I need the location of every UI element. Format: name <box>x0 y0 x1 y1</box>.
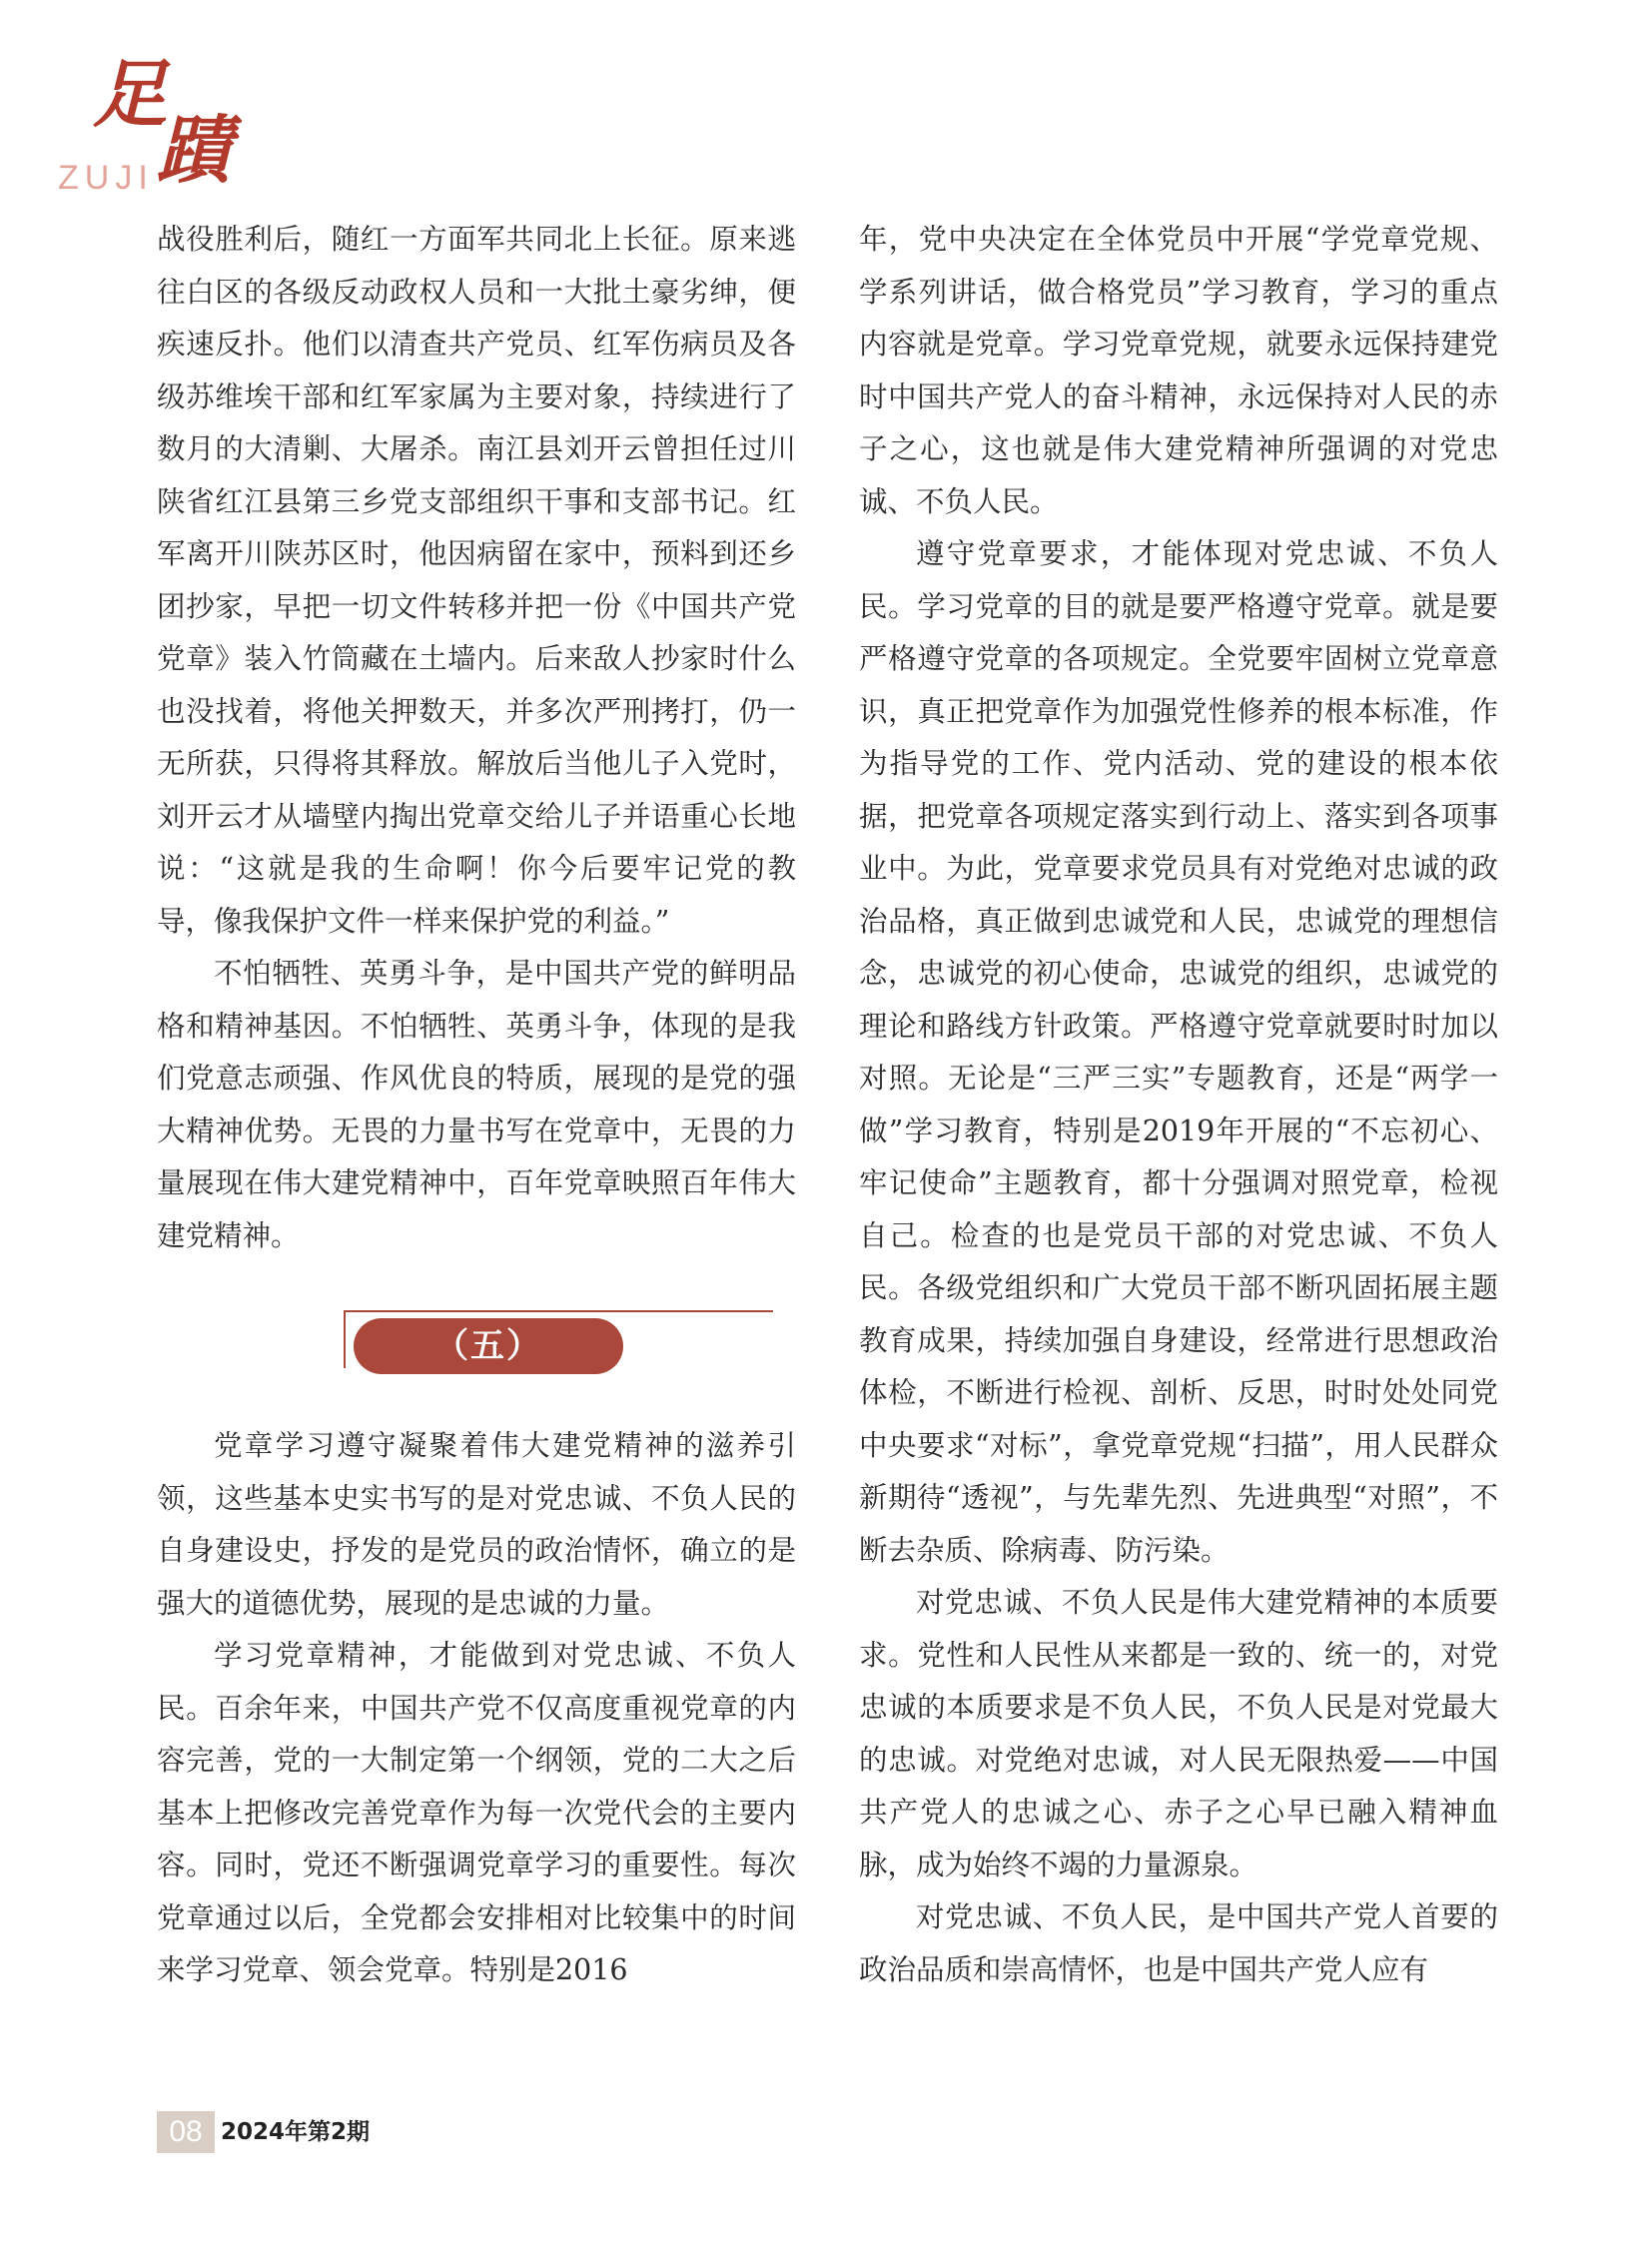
paragraph: 不怕牺牲、英勇斗争，是中国共产党的鲜明品格和精神基因。不怕牺牲、英勇斗争，体现的是我们党意志顽强、作风优良的特质，展现的是党的强大精神优势。无畏的力量书写在党章中，无畏的力量展现在伟大建党精神中，百年党章映照百年伟大建党精神。 <box>157 957 796 1252</box>
page-number: 08 <box>157 2111 215 2153</box>
right-column <box>859 214 1498 1996</box>
paragraph: 遵守党章要求，才能体现对党忠诚、不负人民。学习党章的目的就是要严格遵守党章。就是要严格遵守党章的各项规定。全党要牢固树立党章意识，真正把党章作为加强党性修养的根本标准，作为指导党的工作、党内活动、党的建设的根本依据，把党章各项规定落实到行动上、落实到各项事业中。为此，党章要求党员具有对党绝对忠诚的政治品格，真正做到忠诚党和人民，忠诚党的理想信念，忠诚党的初心使命，忠诚党的组织，忠诚党的理论和路线方针政策。严格遵守党章就要时时加以对照。无论是“三严三实”专题教育，还是“两学一做”学习教育，特别是2019年开展的“不忘初心、牢记使命”主题教育，都十分强调对照党章，检视自己。检查的也是党员干部的对党忠诚、不负人民。各级党组织和广大党员干部不断巩固拓展主题教育成果，持续加强自身建设，经常进行思想政治体检，不断进行检视、剖析、反思，时时处处同党中央要求“对标”，拿党章党规“扫描”，用人民群众新期待“透视”，与先辈先烈、先进典型“对照”，不断去杂质、除病毒、防污染。 <box>859 537 1498 1567</box>
logo-pinyin: ZUJI <box>58 159 154 197</box>
banner-rule-vertical <box>344 1310 346 1368</box>
banner-rule-horizontal <box>344 1310 773 1312</box>
logo-char-1: 足 <box>93 52 161 138</box>
paragraph: 党章学习遵守凝聚着伟大建党精神的滋养引领，这些基本史实书写的是对党忠诚、不负人民的自身建设史，抒发的是党员的政治情怀，确立的是强大的道德优势，展现的是忠诚的力量。 <box>157 1429 796 1620</box>
paragraph: 对党忠诚、不负人民是伟大建党精神的本质要求。党性和人民性从来都是一致的、统一的，对党忠诚的本质要求是不负人民，不负人民是对党最大的忠诚。对党绝对忠诚，对人民无限热爱——中国共产党人的忠诚之心、赤子之心早已融入精神血脉，成为始终不竭的力量源泉。 <box>859 1586 1498 1881</box>
section-heading-banner <box>157 1304 796 1374</box>
left-column <box>157 214 796 1997</box>
paragraph: 对党忠诚、不负人民，是中国共产党人首要的政治品质和崇高情怀，也是中国共产党人应有 <box>859 1900 1498 1986</box>
paragraph: 战役胜利后，随红一方面军共同北上长征。原来逃往白区的各级反动政权人员和一大批土豪劣绅，便疾速反扑。他们以清查共产党员、红军伤病员及各级苏维埃干部和红军家属为主要对象，持续进行了数月的大清剿、大屠杀。南江县刘开云曾担任过川陕省红江县第三乡党支部组织干事和支部书记。红军离开川陕苏区时，他因病留在家中，预料到还乡团抄家，早把一切文件转移并把一份《中国共产党党章》装入竹筒藏在土墙内。后来敌人抄家时什么也没找着，将他关押数天，并多次严刑拷打，仍一无所获，只得将其释放。解放后当他儿子入党时，刘开云才从墙壁内掏出党章交给儿子并语重心长地说：“这就是我的生命啊！你今后要牢记党的教导，像我保护文件一样来保护党的利益。” <box>157 223 796 938</box>
logo-char-2: 蹟 <box>157 108 225 194</box>
paragraph: 年，党中央决定在全体党员中开展“学党章党规、学系列讲话，做合格党员”学习教育，学习的重点内容就是党章。学习党章党规，就要永远保持建党时中国共产党人的奋斗精神，永远保持对人民的赤子之心，这也就是伟大建党精神所强调的对党忠诚、不负人民。 <box>859 223 1498 518</box>
paragraph: 学习党章精神，才能做到对党忠诚、不负人民。百余年来，中国共产党不仅高度重视党章的内容完善，党的一大制定第一个纲领，党的二大之后基本上把修改完善党章作为每一次党代会的主要内容。同时，党还不断强调党章学习的重要性。每次党章通过以后，全党都会安排相对比较集中的时间来学习党章、领会党章。特别是2016 <box>157 1639 796 1986</box>
magazine-logo <box>55 52 265 198</box>
section-heading: （五） <box>354 1318 623 1374</box>
issue-label: 2024年第2期 <box>221 2119 371 2145</box>
